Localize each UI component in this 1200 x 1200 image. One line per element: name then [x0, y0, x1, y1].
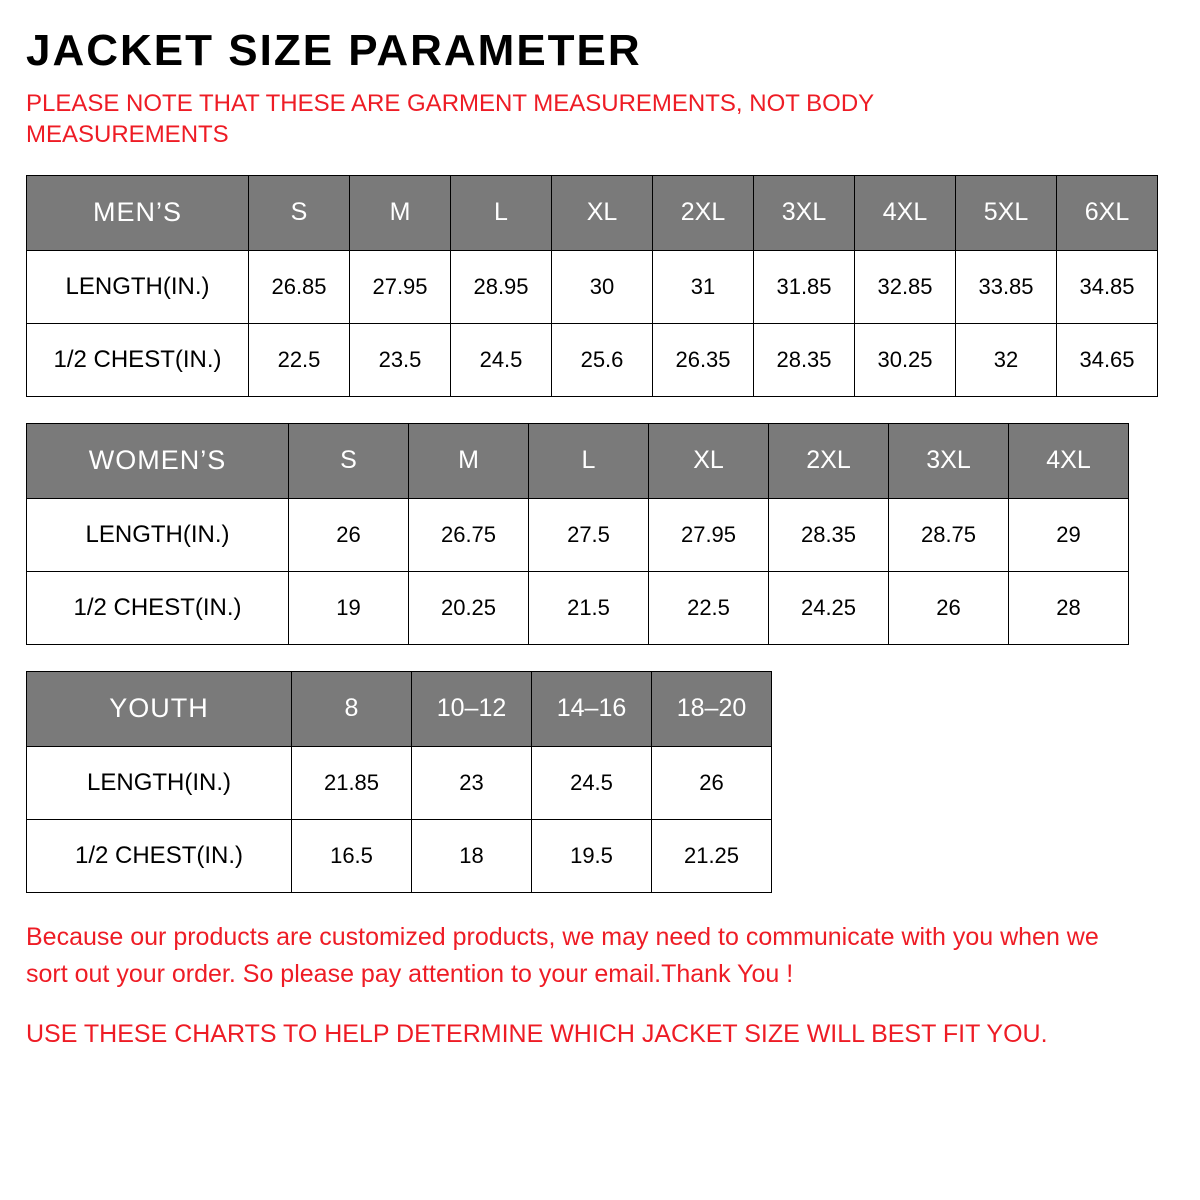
measure-cell: 21.25: [652, 819, 772, 892]
mens-size-table: [26, 175, 1158, 397]
measure-cell: 26: [889, 571, 1009, 644]
table-row: [27, 571, 1129, 644]
row-label: LENGTH(IN.): [27, 250, 249, 323]
measure-cell: 28.35: [754, 323, 855, 396]
size-header: 4XL: [1009, 423, 1129, 498]
measure-cell: 26: [289, 498, 409, 571]
measure-cell: 22.5: [249, 323, 350, 396]
row-label: LENGTH(IN.): [27, 746, 292, 819]
table-row: [27, 819, 772, 892]
measure-cell: 34.85: [1057, 250, 1158, 323]
size-header: 3XL: [754, 175, 855, 250]
measure-cell: 32: [956, 323, 1057, 396]
size-header: XL: [552, 175, 653, 250]
size-header: 8: [292, 671, 412, 746]
category-label: MEN’S: [27, 175, 249, 250]
table-row: [27, 323, 1158, 396]
size-header: 4XL: [855, 175, 956, 250]
womens-size-table: [26, 423, 1129, 645]
measure-cell: 30: [552, 250, 653, 323]
measure-cell: 27.5: [529, 498, 649, 571]
size-header: 2XL: [653, 175, 754, 250]
measure-cell: 31.85: [754, 250, 855, 323]
measure-cell: 31: [653, 250, 754, 323]
measure-cell: 29: [1009, 498, 1129, 571]
size-header: M: [409, 423, 529, 498]
measure-cell: 23: [412, 746, 532, 819]
table-header-row: [27, 423, 1129, 498]
measure-cell: 23.5: [350, 323, 451, 396]
measure-cell: 22.5: [649, 571, 769, 644]
row-label: 1/2 CHEST(IN.): [27, 819, 292, 892]
measure-cell: 26: [652, 746, 772, 819]
table-header-row: [27, 175, 1158, 250]
measure-cell: 28.75: [889, 498, 1009, 571]
table-header-row: [27, 671, 772, 746]
measure-cell: 24.5: [532, 746, 652, 819]
measure-cell: 24.5: [451, 323, 552, 396]
measure-cell: 25.6: [552, 323, 653, 396]
category-label: YOUTH: [27, 671, 292, 746]
measure-cell: 34.65: [1057, 323, 1158, 396]
measure-cell: 21.5: [529, 571, 649, 644]
measure-cell: 26.35: [653, 323, 754, 396]
size-header: 2XL: [769, 423, 889, 498]
measure-cell: 28: [1009, 571, 1129, 644]
measure-cell: 30.25: [855, 323, 956, 396]
row-label: 1/2 CHEST(IN.): [27, 323, 249, 396]
category-label: WOMEN’S: [27, 423, 289, 498]
measure-cell: 28.95: [451, 250, 552, 323]
measure-cell: 33.85: [956, 250, 1057, 323]
page-title: JACKET SIZE PARAMETER: [26, 26, 642, 75]
size-header: L: [529, 423, 649, 498]
size-header: 6XL: [1057, 175, 1158, 250]
measure-cell: 18: [412, 819, 532, 892]
customization-note: Because our products are customized products, we may need to communicate with you when we sort out your order. So please pay attention to your email.Thank You !: [26, 922, 1099, 989]
measure-cell: 27.95: [649, 498, 769, 571]
measure-cell: 20.25: [409, 571, 529, 644]
measure-cell: 21.85: [292, 746, 412, 819]
usage-note: USE THESE CHARTS TO HELP DETERMINE WHICH JACKET SIZE WILL BEST FIT YOU.: [26, 1019, 1048, 1048]
size-header: 10–12: [412, 671, 532, 746]
size-header: 18–20: [652, 671, 772, 746]
measure-cell: 24.25: [769, 571, 889, 644]
size-header: 3XL: [889, 423, 1009, 498]
table-row: [27, 250, 1158, 323]
youth-size-table: [26, 671, 772, 893]
measure-cell: 28.35: [769, 498, 889, 571]
table-row: [27, 746, 772, 819]
row-label: 1/2 CHEST(IN.): [27, 571, 289, 644]
measure-cell: 16.5: [292, 819, 412, 892]
size-header: XL: [649, 423, 769, 498]
measure-cell: 26.85: [249, 250, 350, 323]
measure-cell: 19: [289, 571, 409, 644]
size-header: S: [249, 175, 350, 250]
measurement-note: PLEASE NOTE THAT THESE ARE GARMENT MEASUREMENTS, NOT BODY MEASUREMENTS: [26, 90, 874, 149]
size-header: 5XL: [956, 175, 1057, 250]
size-header: S: [289, 423, 409, 498]
measure-cell: 27.95: [350, 250, 451, 323]
table-row: [27, 498, 1129, 571]
size-header: 14–16: [532, 671, 652, 746]
measure-cell: 19.5: [532, 819, 652, 892]
measure-cell: 32.85: [855, 250, 956, 323]
measure-cell: 26.75: [409, 498, 529, 571]
size-header: L: [451, 175, 552, 250]
size-header: M: [350, 175, 451, 250]
row-label: LENGTH(IN.): [27, 498, 289, 571]
footer-notes: [26, 919, 1146, 1054]
